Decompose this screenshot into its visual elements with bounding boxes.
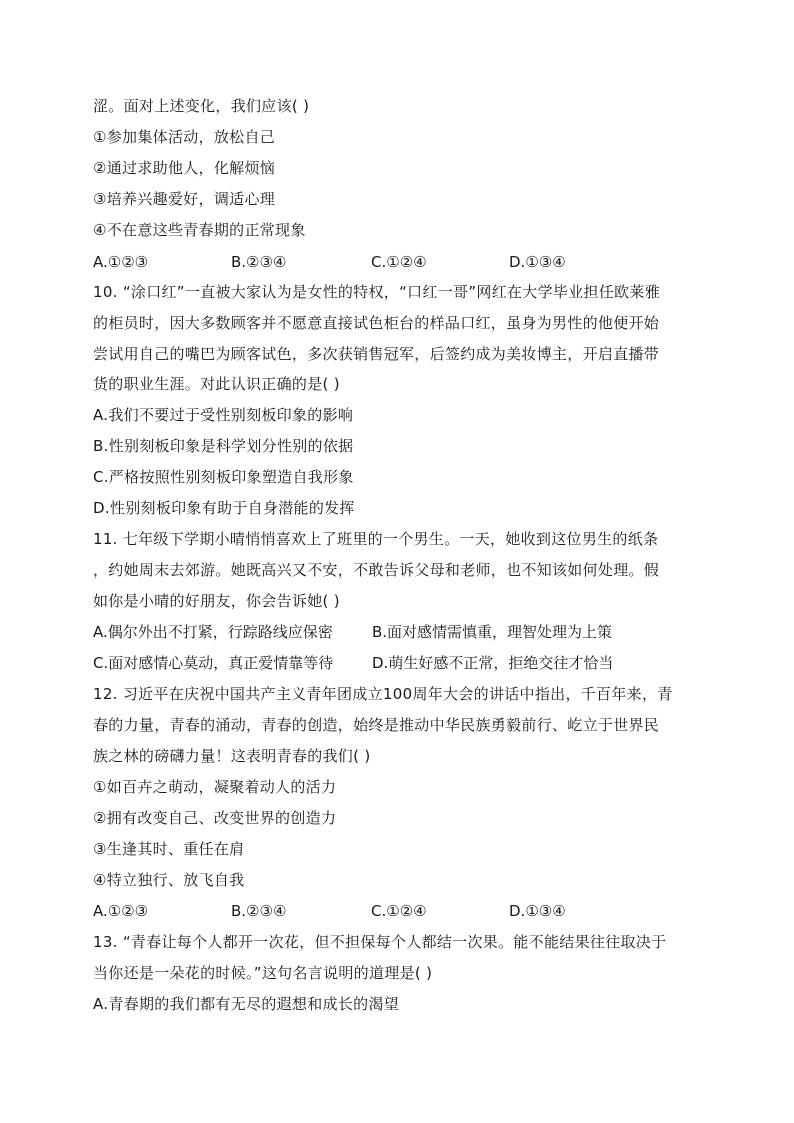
question-12-option-c: C.①②④ <box>371 902 427 920</box>
question-12-option-b: B.②③④ <box>231 902 287 920</box>
question-9-stem: 涩。面对上述变化，我们应该( ) <box>93 97 310 115</box>
question-13-option-a: A.青春期的我们都有无尽的遐想和成长的渴望 <box>93 995 400 1013</box>
question-10-line-4: 货的职业生涯。对此认识正确的是( ) <box>93 375 340 393</box>
question-13-line-2: 当你还是一朵花的时候。”这句名言说明的道理是( ) <box>93 964 433 982</box>
question-9-option-a: A.①②③ <box>93 253 149 271</box>
question-13-line-1: 13. “青春让每个人都开一次花，但不担保每个人都结一次果。能不能结果往往取决于 <box>93 933 667 951</box>
question-10-option-a: A.我们不要过于受性别刻板印象的影响 <box>93 406 354 424</box>
question-12-item-1: ①如百卉之萌动，凝聚着动人的活力 <box>93 778 337 796</box>
question-9-item-4: ④不在意这些青春期的正常现象 <box>93 221 306 239</box>
question-9-option-b: B.②③④ <box>231 253 287 271</box>
question-10-line-1: 10. “涂口红”一直被大家认为是女性的特权，“口红一哥”网红在大学毕业担任欧莱雅 <box>93 283 661 301</box>
question-12-option-d: D.①③④ <box>509 902 566 920</box>
question-9-option-d: D.①③④ <box>509 253 566 271</box>
question-10-option-b: B.性别刻板印象是科学划分性别的依据 <box>93 437 354 455</box>
question-12-line-3: 族之林的磅礴力量！这表明青春的我们( ) <box>93 747 371 765</box>
question-11-line-2: ，约她周末去郊游。她既高兴又不安，不敢告诉父母和老师，也不知该如何处理。假 <box>93 561 660 579</box>
question-12-line-2: 春的力量，青春的涌动，青春的创造，始终是推动中华民族勇毅前行、屹立于世界民 <box>93 716 660 734</box>
question-12-option-a: A.①②③ <box>93 902 149 920</box>
question-11-line-1: 11. 七年级下学期小晴悄悄喜欢上了班里的一个男生。一天，她收到这位男生的纸条 <box>93 530 659 548</box>
question-10-line-2: 的柜员时，因大多数顾客并不愿意直接试色柜台的样品口红，虽身为男性的他便开始 <box>93 314 660 332</box>
question-11-option-b: B.面对感情需慎重，理智处理为上策 <box>372 623 613 641</box>
question-12-line-1: 12. 习近平在庆祝中国共产主义青年团成立100周年大会的讲话中指出，千百年来，青 <box>93 685 673 703</box>
question-9-item-3: ③培养兴趣爱好，调适心理 <box>93 190 276 208</box>
question-11-line-3: 如你是小晴的好朋友，你会告诉她( ) <box>93 592 340 610</box>
question-12-item-4: ④特立独行、放飞自我 <box>93 871 245 889</box>
question-10-option-d: D.性别刻板印象有助于自身潜能的发挥 <box>93 499 355 517</box>
question-11-option-a: A.偶尔外出不打紧，行踪路线应保密 <box>93 623 333 641</box>
question-10-option-c: C.严格按照性别刻板印象塑造自我形象 <box>93 468 354 486</box>
question-9-item-2: ②通过求助他人，化解烦恼 <box>93 159 276 177</box>
question-11-option-d: D.萌生好感不正常，拒绝交往才恰当 <box>372 654 614 672</box>
question-10-line-3: 尝试用自己的嘴巴为顾客试色，多次获销售冠军，后签约成为美妆博主，开启直播带 <box>93 345 660 363</box>
question-12-item-3: ③生逢其时、重任在肩 <box>93 840 245 858</box>
question-9-item-1: ①参加集体活动，放松自己 <box>93 128 276 146</box>
question-12-item-2: ②拥有改变自己、改变世界的创造力 <box>93 809 337 827</box>
question-9-option-c: C.①②④ <box>371 253 427 271</box>
question-11-option-c: C.面对感情心莫动，真正爱情靠等待 <box>93 654 334 672</box>
